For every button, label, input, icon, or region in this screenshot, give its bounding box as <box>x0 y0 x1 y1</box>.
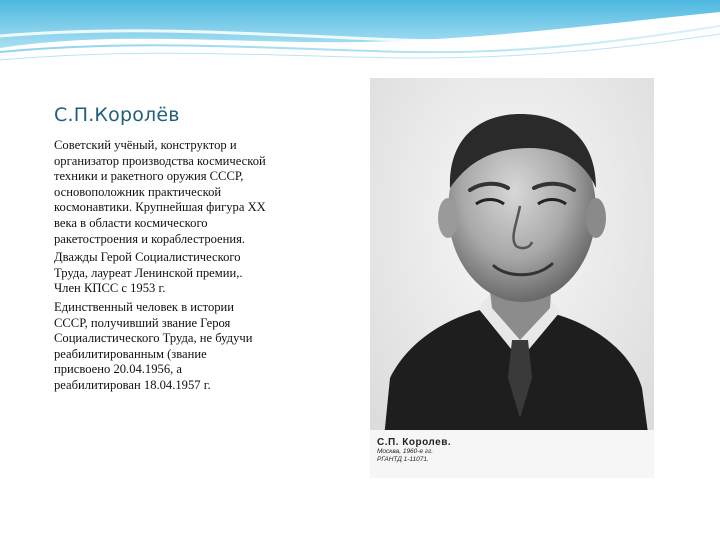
caption-archive-id: РГАНТД 1-11071. <box>377 456 429 463</box>
caption-place-date: Москва, 1960-е гг. <box>377 448 434 455</box>
paragraph-biography: Советский учёный, конструктор и организатор производства космической техники и ракетного оружия СССР, основоположник практической космонавтики. Крупнейшая фигура XX века в области космического ракетостроения и кораблестроения. <box>54 138 266 246</box>
slide-body-text <box>54 138 266 397</box>
caption-name: С.П. Королев. <box>377 437 452 448</box>
portrait-illustration <box>370 78 654 478</box>
slide-title: С.П.Королёв <box>54 104 180 126</box>
portrait-photo <box>370 78 654 478</box>
paragraph-awards: Дважды Герой Социалистического Труда, лауреат Ленинской премии,. Член КПСС с 1953 г. <box>54 250 243 296</box>
photo-caption <box>377 437 527 464</box>
paragraph-unique-fact: Единственный человек в истории СССР, получивший звание Героя Социалистического Труда, не будучи реабилитированным (звание присвоено 20.04.1956, а реабилитирован 18.04.1957 г. <box>54 299 253 392</box>
